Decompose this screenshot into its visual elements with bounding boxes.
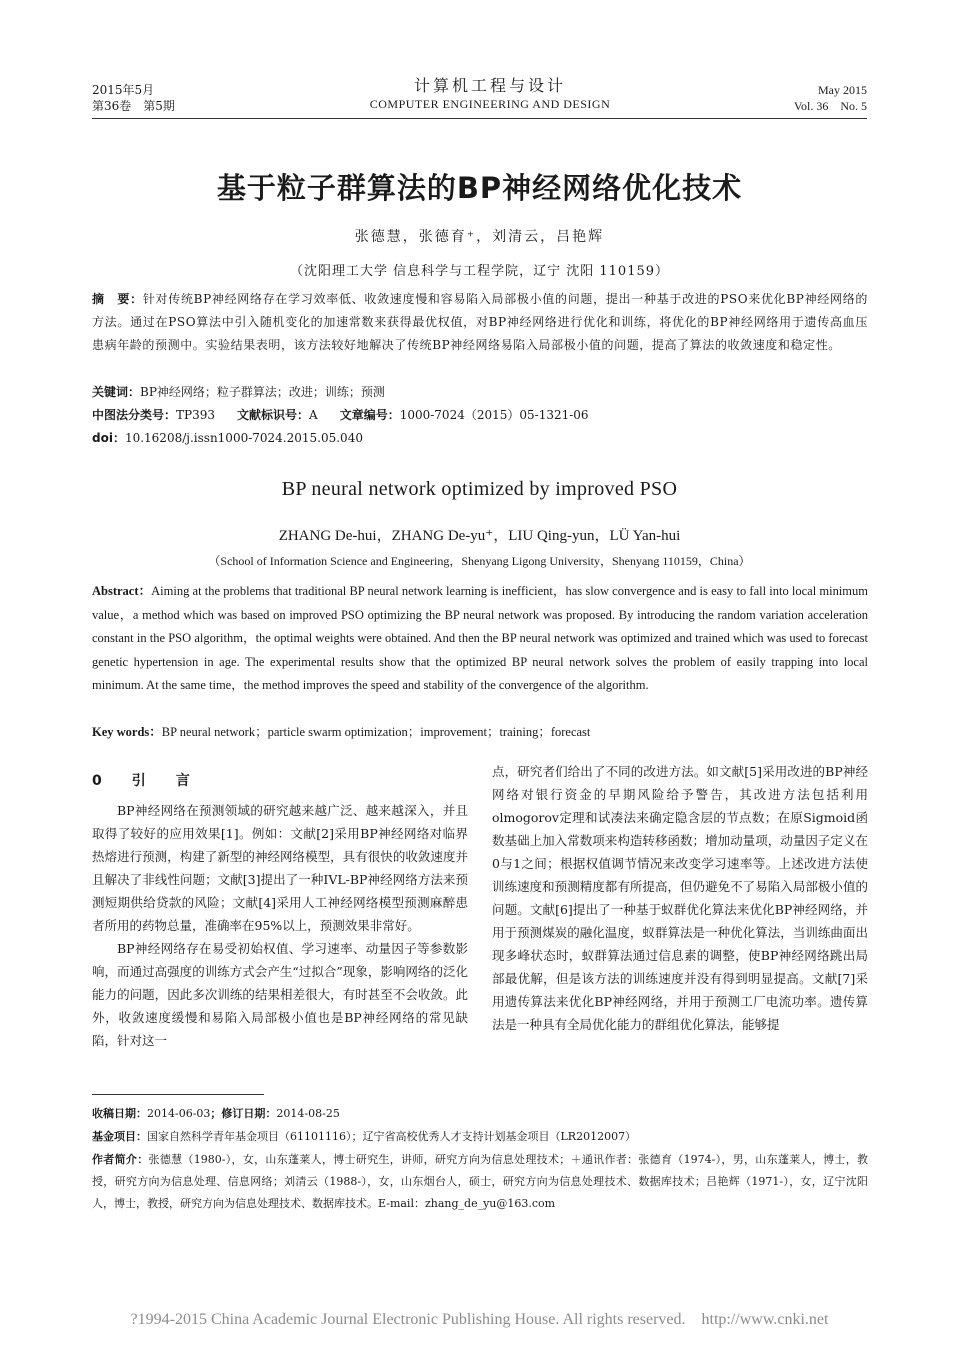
clc-value: TP393 xyxy=(176,408,215,422)
footnote-fund xyxy=(92,1126,868,1148)
abstract-cn-text: 针对传统BP神经网络存在学习效率低、收敛速度慢和容易陷入局部极小值的问题，提出一种基于改进的PSO来优化BP神经网络的方法。通过在PSO算法中引入随机变化的加速常数来获得最优权值，对BP神经网络进行优化和训练，将优化的BP神经网络用于遗传高血压患病年龄的预测中。实验结果表明，该方法较好地解决了传统BP神经网络易陷入局部极小值的问题，提高了算法的收敛速度和稳定性。 xyxy=(92,292,868,352)
doc-code-label: 文献标识号： xyxy=(237,408,310,422)
header-divider xyxy=(92,118,867,119)
body-column-right xyxy=(492,760,868,1036)
abstract-cn xyxy=(92,288,868,357)
affiliation-cn: （沈阳理工大学 信息科学与工程学院，辽宁 沈阳 110159） xyxy=(289,264,670,279)
keywords-cn-text: BP神经网络；粒子群算法；改进；训练；预测 xyxy=(140,385,385,399)
footnote-author-bio xyxy=(92,1149,868,1215)
header-journal xyxy=(300,76,680,112)
abstract-en-label: Abstract： xyxy=(92,584,152,598)
footnote-divider xyxy=(92,1094,264,1095)
journal-title-en: COMPUTER ENGINEERING AND DESIGN xyxy=(369,97,611,111)
doi-value: 10.16208/j.issn1000-7024.2015.05.040 xyxy=(124,431,363,445)
body-column-left xyxy=(92,770,468,1052)
footnote-dates xyxy=(92,1103,868,1125)
journal-title-cn: 计算机工程与设计 xyxy=(413,76,566,95)
intro-paragraph-2: BP神经网络存在易受初始权值、学习速率、动量因子等参数影响，而通过高强度的训练方式会产生“过拟合”现象，影响网络的泛化能力的问题，因此多次训练的结果相差很大，有时甚至不会收敛。此外，收敛速度缓慢和易陷入局部极小值也是BP神经网络的常见缺陷，针对这一 xyxy=(92,941,468,1048)
copyright-watermark: ?1994-2015 China Academic Journal Electronic Publishing House. All rights reserved. http://www.cnki.net xyxy=(130,1311,829,1328)
fund-text: 国家自然科学青年基金项目（61101116）；辽宁省高校优秀人才支持计划基金项目（LR2012007） xyxy=(147,1130,637,1143)
keywords-en-label: Key words： xyxy=(92,725,162,739)
header-date-en: May 2015 xyxy=(818,83,867,97)
abstract-en-text: Aiming at the problems that traditional BP neural network learning is inefficient，has slow convergence and is easy to fall into local minimum value，a method which was based on improved PSO optimizing the BP neural network was proposed. By introducing the random variation acceleration constant in the PSO algorithm，the optimal weights were obtained. And then the BP neural network was optimized and trained which was used to forecast genetic hypertension in age. The experimental results show that the optimized BP neural network solves the problem of easily trapping into local minimum. At the same time，the method improves the speed and stability of the convergence of the algorithm. xyxy=(92,584,868,692)
authors-cn: 张德慧，张德育⁺，刘清云，吕艳辉 xyxy=(354,229,605,245)
paper-title-en: BP neural network optimized by improved PSO xyxy=(281,478,678,500)
received-date: 2014-06-03 xyxy=(147,1107,211,1120)
classification-line xyxy=(92,404,868,427)
article-number-label: 文章编号： xyxy=(339,408,400,422)
keywords-en-text: BP neural network；particle swarm optimization；improvement；training；forecast xyxy=(161,725,591,739)
header-volume: 第36卷 第5期 xyxy=(92,99,175,113)
intro-paragraph-1: BP神经网络在预测领域的研究越来越广泛、越来越深入，并且取得了较好的应用效果[1]。例如：文献[2]采用BP神经网络对临界热熔进行预测，构建了新型的神经网络模型，具有很快的收敛速度并且解决了非线性问题；文献[3]提出了一种IVL-BP神经网络方法来预测短期供给贷款的风险；文献[4]采用人工神经网络模型预测麻醉患者所用的药物总量，准确率在95%以上，预测效果非常好。 xyxy=(92,803,468,933)
section-heading-intro: 0 引 言 xyxy=(92,773,198,789)
clc-label: 中图法分类号： xyxy=(92,408,177,422)
bio-label: 作者简介： xyxy=(92,1153,149,1166)
bio-text: 张德慧（1980-），女，山东蓬莱人，博士研究生，讲师，研究方向为信息处理技术；＋通讯作者：张德育（1974-），男，山东蓬莱人，博士，教授，研究方向为信息处理、信息网络；刘清云（1988-），女，山东烟台人，硕士，研究方向为信息处理技术、数据库技术；吕艳辉（1971-），女，辽宁沈阳人，博士，教授，研究方向为信息处理技术、数据库技术。E-mail：zhang_de_yu@163.com xyxy=(92,1153,869,1210)
paper-title-cn: 基于粒子群算法的BP神经网络优化技术 xyxy=(216,171,743,205)
abstract-cn-label: 摘 要： xyxy=(92,292,143,306)
affiliation-en: （School of Information Science and Engineering，Shenyang Ligong University，Shenyang 110159，China） xyxy=(208,554,751,568)
keywords-en xyxy=(92,721,868,744)
revised-label: ；修订日期： xyxy=(210,1107,277,1120)
header-right xyxy=(794,82,867,114)
header-left xyxy=(92,82,175,114)
intro-paragraph-2-continued: 点，研究者们给出了不同的改进方法。如文献[5]采用改进的BP神经网络对银行资金的早期风险给予警告，其改进方法包括利用olmogorov定理和试凑法来确定隐含层的节点数；在原Sigmoid函数基础上加入常数项来构造转移函数；增加动量项，动量因子定义在0与1之间；根据权值调节情况来改变学习速率等。上述改进方法使训练速度和预测精度都有所提高，但仍避免不了易陷入局部极小值的问题。文献[6]提出了一种基于蚁群优化算法来优化BP神经网络，并用于预测煤炭的融化温度，蚁群算法是一种优化算法，当训练曲面出现多峰状态时，蚁群算法通过信息素的调整，使BP神经网络跳出局部最优解，但是该方法的训练速度并没有得到明显提高。文献[7]采用遗传算法来优化BP神经网络，并用于预测工厂电流功率。遗传算法是一种具有全局优化能力的群组优化算法，能够提 xyxy=(492,764,868,1032)
article-number-value: 1000-7024（2015）05-1321-06 xyxy=(399,408,589,422)
keywords-cn xyxy=(92,381,868,404)
received-label: 收稿日期： xyxy=(92,1107,147,1120)
header-volume-en: Vol. 36 No. 5 xyxy=(793,99,867,113)
revised-date: 2014-08-25 xyxy=(276,1107,340,1120)
doc-code-value: A xyxy=(309,408,318,422)
doi-line xyxy=(92,427,868,450)
header-date: 2015年5月 xyxy=(92,83,155,97)
keywords-cn-label: 关键词： xyxy=(92,385,141,399)
authors-en: ZHANG De-hui，ZHANG De-yu⁺，LIU Qing-yun，LÜ Yan-hui xyxy=(278,528,681,544)
doi-label: doi： xyxy=(92,431,125,445)
fund-label: 基金项目： xyxy=(92,1130,147,1143)
abstract-en xyxy=(92,580,868,698)
